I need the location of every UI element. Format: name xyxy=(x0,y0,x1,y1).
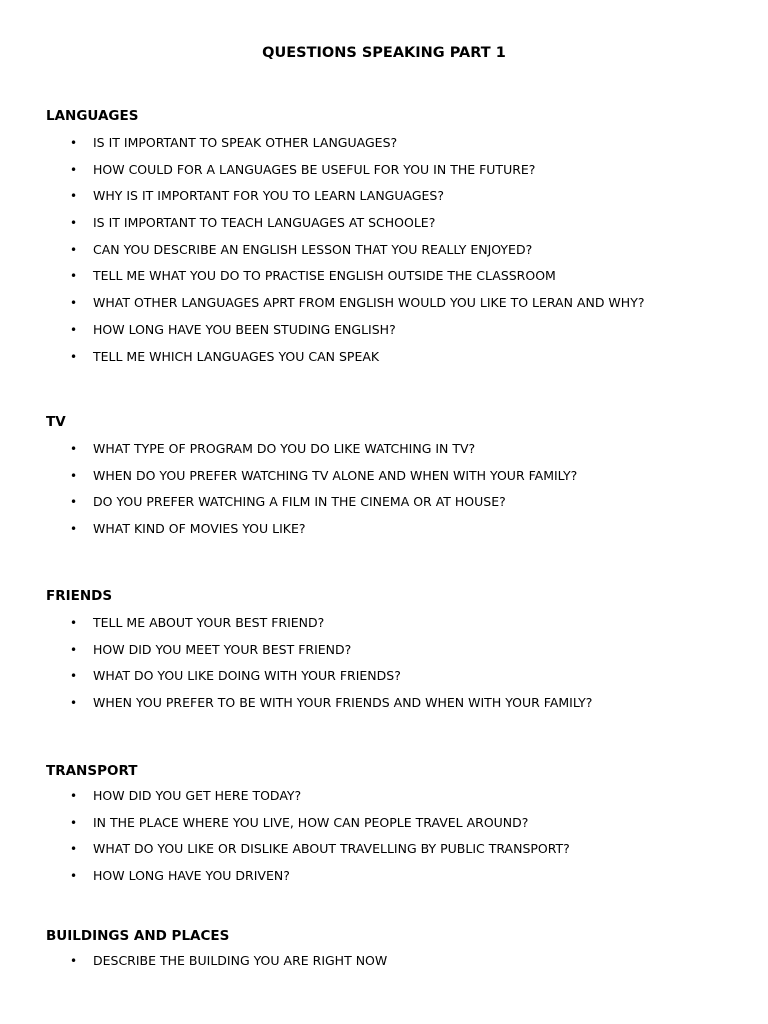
list-item xyxy=(46,663,746,690)
question-text: WHY IS IT IMPORTANT FOR YOU TO LEARN LANGUAGES? xyxy=(93,188,445,204)
question-text: TELL ME ABOUT YOUR BEST FRIEND? xyxy=(93,615,325,630)
question-text: HOW DID YOU MEET YOUR BEST FRIEND? xyxy=(93,641,352,657)
question-text: IS IT IMPORTANT TO TEACH LANGUAGES AT SCHOOLE? xyxy=(93,215,436,231)
bullet-icon: • xyxy=(70,669,78,684)
question-text: IS IT IMPORTANT TO SPEAK OTHER LANGUAGES? xyxy=(93,135,398,150)
bullet-icon: • xyxy=(70,136,78,150)
section-transport xyxy=(46,762,746,890)
list-item xyxy=(46,610,746,637)
question-text: WHEN DO YOU PREFER WATCHING TV ALONE AND WHEN WITH YOUR FAMILY? xyxy=(93,467,578,483)
bullet-icon: • xyxy=(70,162,78,177)
bullet-icon: • xyxy=(70,696,78,711)
bullet-icon: • xyxy=(70,495,78,510)
list-item xyxy=(46,290,746,317)
question-text: CAN YOU DESCRIBE AN ENGLISH LESSON THAT YOU REALLY ENJOYED? xyxy=(93,241,533,257)
question-text: DO YOU PREFER WATCHING A FILM IN THE CINEMA OR AT HOUSE? xyxy=(93,494,506,510)
list-item xyxy=(46,436,746,463)
question-text: WHEN YOU PREFER TO BE WITH YOUR FRIENDS AND WHEN WITH YOUR FAMILY? xyxy=(93,695,593,711)
question-text: HOW LONG HAVE YOU DRIVEN? xyxy=(93,868,290,884)
bullet-icon: • xyxy=(70,616,78,630)
section-tv xyxy=(46,413,746,543)
bullet-icon: • xyxy=(70,322,78,337)
bullet-icon: • xyxy=(70,242,78,257)
list-item xyxy=(46,637,746,664)
section-buildings-and-places xyxy=(46,927,746,975)
question-text: DESCRIBE THE BUILDING YOU ARE RIGHT NOW xyxy=(93,953,388,968)
section-heading: LANGUAGES xyxy=(46,108,139,124)
bullet-icon: • xyxy=(70,189,78,204)
bullet-icon: • xyxy=(70,349,78,364)
question-list xyxy=(46,948,746,975)
list-item xyxy=(46,210,746,237)
list-item xyxy=(46,783,746,810)
list-item xyxy=(46,463,746,490)
section-languages xyxy=(46,107,746,370)
question-text: HOW COULD FOR A LANGUAGES BE USEFUL FOR YOU IN THE FUTURE? xyxy=(93,161,536,177)
bullet-icon: • xyxy=(70,842,78,857)
list-item xyxy=(46,863,746,890)
question-text: IN THE PLACE WHERE YOU LIVE, HOW CAN PEOPLE TRAVEL AROUND? xyxy=(93,814,529,830)
question-text: TELL ME WHAT YOU DO TO PRACTISE ENGLISH OUTSIDE THE CLASSROOM xyxy=(93,268,556,284)
question-text: WHAT DO YOU LIKE OR DISLIKE ABOUT TRAVELLING BY PUBLIC TRANSPORT? xyxy=(93,841,570,857)
list-item xyxy=(46,344,746,371)
bullet-icon: • xyxy=(70,815,78,830)
question-text: WHAT DO YOU LIKE DOING WITH YOUR FRIENDS? xyxy=(93,668,401,684)
question-text: WHAT KIND OF MOVIES YOU LIKE? xyxy=(93,521,306,537)
list-item xyxy=(46,157,746,184)
question-list xyxy=(46,783,746,890)
section-heading: BUILDINGS AND PLACES xyxy=(46,928,230,944)
bullet-icon: • xyxy=(70,442,78,456)
list-item xyxy=(46,836,746,863)
question-text: WHAT TYPE OF PROGRAM DO YOU DO LIKE WATCHING IN TV? xyxy=(93,441,476,456)
section-friends xyxy=(46,587,746,717)
bullet-icon: • xyxy=(70,269,78,284)
bullet-icon: • xyxy=(70,954,78,968)
list-item xyxy=(46,810,746,837)
list-item xyxy=(46,263,746,290)
question-list xyxy=(46,130,746,370)
bullet-icon: • xyxy=(70,216,78,231)
question-text: HOW DID YOU GET HERE TODAY? xyxy=(93,788,302,803)
list-item xyxy=(46,489,746,516)
bullet-icon: • xyxy=(70,642,78,657)
list-item xyxy=(46,690,746,717)
list-item xyxy=(46,130,746,157)
list-item xyxy=(46,183,746,210)
question-text: WHAT OTHER LANGUAGES APRT FROM ENGLISH WOULD YOU LIKE TO LERAN AND WHY? xyxy=(93,295,645,311)
bullet-icon: • xyxy=(70,869,78,884)
question-text: TELL ME WHICH LANGUAGES YOU CAN SPEAK xyxy=(93,348,380,364)
page-title: QUESTIONS SPEAKING PART 1 xyxy=(262,45,506,61)
list-item xyxy=(46,237,746,264)
section-heading: TRANSPORT xyxy=(46,763,138,779)
list-item xyxy=(46,516,746,543)
bullet-icon: • xyxy=(70,789,78,803)
bullet-icon: • xyxy=(70,296,78,311)
question-list xyxy=(46,436,746,543)
question-text: HOW LONG HAVE YOU BEEN STUDING ENGLISH? xyxy=(93,321,396,337)
section-heading: FRIENDS xyxy=(46,588,113,604)
question-list xyxy=(46,610,746,717)
bullet-icon: • xyxy=(70,468,78,483)
section-heading: TV xyxy=(46,414,66,430)
bullet-icon: • xyxy=(70,522,78,537)
list-item xyxy=(46,948,746,975)
list-item xyxy=(46,317,746,344)
